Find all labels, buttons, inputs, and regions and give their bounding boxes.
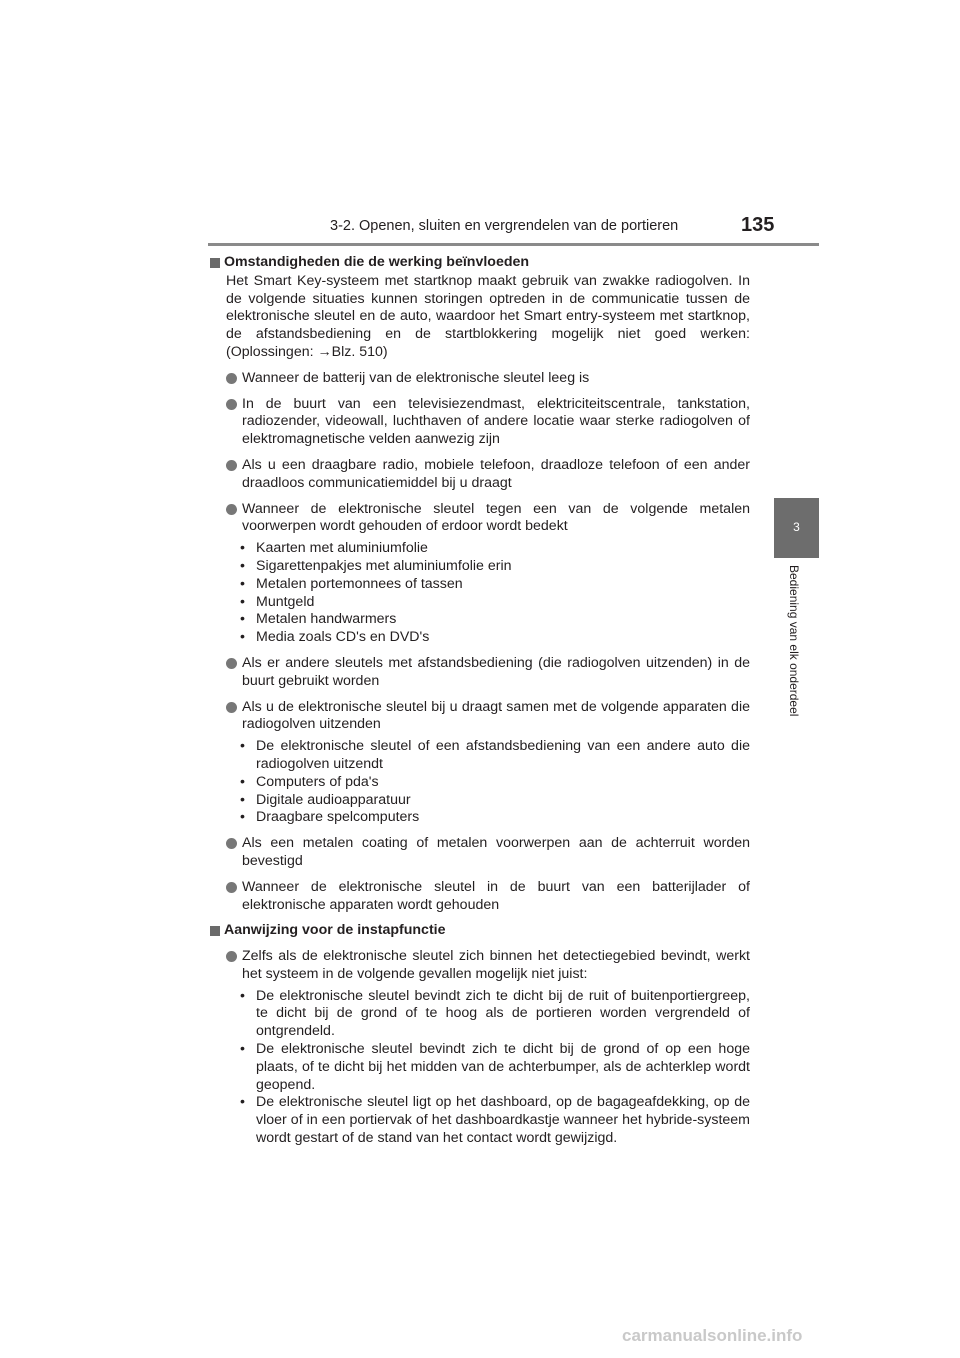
square-bullet-icon — [210, 258, 220, 268]
list-item — [210, 396, 750, 449]
list-item — [210, 948, 750, 984]
list-item-text: Als er andere sleutels met afstandsbediening (die radiogolven uitzenden) in de buurt gebruikt worden — [242, 654, 750, 689]
metal-objects-list — [238, 540, 750, 647]
section-heading — [210, 922, 750, 940]
list-item-text: Zelfs als de elektronische sleutel zich binnen het detectiegebied bevindt, werkt het systeem in de volgende gevallen mogelijk niet juist: — [242, 948, 750, 982]
round-bullet-icon — [226, 399, 237, 410]
list-item — [210, 879, 750, 915]
round-bullet-icon — [226, 882, 237, 893]
round-bullet-icon — [226, 504, 237, 515]
header-divider — [208, 243, 819, 246]
entry-cases-list — [238, 988, 750, 1148]
radio-devices-list — [238, 738, 750, 827]
sub-list-item: • Computers of pda's — [240, 773, 379, 790]
round-bullet-icon — [226, 838, 237, 849]
list-item — [210, 501, 750, 537]
round-bullet-icon — [226, 702, 237, 713]
list-item-text: Wanneer de elektronische sleutel tegen een van de volgende metalen voorwerpen wordt gehouden of erdoor wordt bedekt — [242, 500, 750, 535]
chapter-tab-label: Bediening van elk onderdeel — [787, 565, 801, 717]
section-intro: Het Smart Key-systeem met startknop maakt gebruik van zwakke radiogolven. In de volgende situaties kunnen storingen optreden in de communicatie tussen de elektronische sleutel en de auto, waardoor het Smart entry-systeem met startknop, de afstandsbediening en de startblokkering mogelijk niet goed werken: (Oplossingen: →Blz. 510) — [226, 272, 750, 360]
sub-list-item: • De elektronische sleutel bevindt zich te dicht bij de grond of op een hoge plaats, of te dicht bij het midden van de achterbumper, als de achterklep wordt geopend. — [240, 1041, 750, 1093]
list-item-text: Wanneer de elektronische sleutel in de buurt van een batterijlader of elektronische apparaten wordt gehouden — [242, 878, 750, 913]
sub-list-item: • De elektronische sleutel bevindt zich te dicht bij de ruit of buitenportiergreep, te dicht bij de grond of te hoog als de portieren worden vergrendeld of ontgrendeld. — [240, 987, 750, 1040]
list-item-text: Wanneer de batterij van de elektronische sleutel leeg is — [242, 369, 590, 386]
chapter-tab — [774, 498, 819, 558]
list-item — [210, 370, 750, 388]
sub-list-item: • Draagbare spelcomputers — [240, 809, 420, 826]
page-number: 135 — [741, 214, 775, 236]
sub-list-item: • Sigarettenpakjes met aluminiumfolie erin — [240, 557, 512, 574]
list-item — [210, 457, 750, 493]
list-item — [210, 655, 750, 691]
list-item-text: Als u de elektronische sleutel bij u draagt samen met de volgende apparaten die radiogolven uitzenden — [242, 698, 750, 733]
round-bullet-icon — [226, 951, 237, 962]
list-item-text: Als een metalen coating of metalen voorwerpen aan de achterruit worden bevestigd — [242, 835, 750, 869]
square-bullet-icon — [210, 926, 220, 936]
list-item-text: Als u een draagbare radio, mobiele telefoon, draadloze telefoon of een ander draadloos communicatiemiddel bij u draagt — [242, 456, 750, 491]
chapter-title: 3-2. Openen, sluiten en vergrendelen van de portieren — [330, 218, 679, 234]
round-bullet-icon — [226, 373, 237, 384]
sub-list-item: • Muntgeld — [240, 593, 315, 610]
sub-list-item: • Metalen portemonnees of tassen — [240, 575, 463, 592]
sub-list-item: • Metalen handwarmers — [240, 611, 397, 628]
list-item-text: In de buurt van een televisiezendmast, elektriciteitscentrale, tankstation, radiozender, videowall, luchthaven of andere locatie waar sterke radiogolven of elektromagnetische velden aanwezig zijn — [242, 395, 750, 448]
round-bullet-icon — [226, 460, 237, 471]
list-item — [210, 835, 750, 871]
sub-list-item: • De elektronische sleutel of een afstandsbediening van een andere auto die radiogolven uitzendt — [240, 738, 750, 772]
watermark: carmanualsonline.info — [622, 1326, 803, 1345]
list-item — [210, 699, 750, 735]
sub-list-item: • Digitale audioapparatuur — [240, 791, 411, 808]
section-heading — [210, 254, 750, 272]
section-heading-text: Omstandigheden die de werking beïnvloeden — [224, 254, 530, 270]
sub-list-item: • Kaarten met aluminiumfolie — [240, 540, 428, 557]
sub-list-item: • Media zoals CD's en DVD's — [240, 629, 430, 646]
section-heading-text: Aanwijzing voor de instapfunctie — [224, 922, 446, 939]
chapter-tab-number: 3 — [793, 520, 800, 534]
sub-list-item: • De elektronische sleutel ligt op het dashboard, op de bagageafdekking, op de vloer of in een portiervak of het dashboardkastje wanneer het hybride-systeem wordt gestart of de stand van het contact wordt gewijzigd. — [240, 1094, 750, 1147]
page-content — [210, 254, 750, 1148]
round-bullet-icon — [226, 658, 237, 669]
